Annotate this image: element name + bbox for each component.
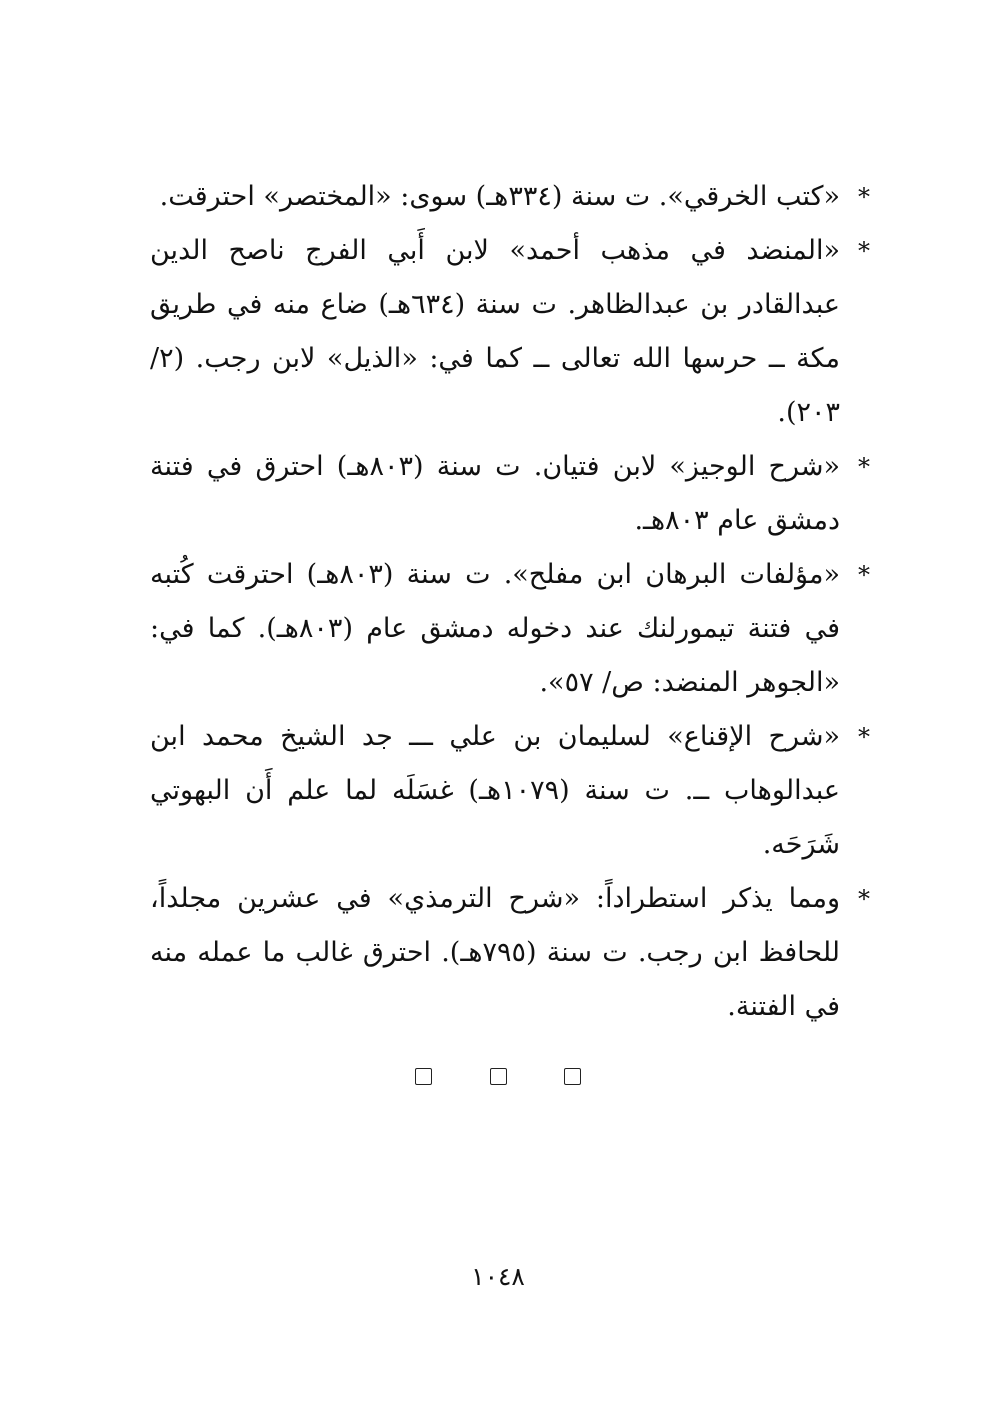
bullet-star: * [858, 237, 870, 265]
square-ornament-icon [564, 1068, 581, 1085]
entry-text: «شرح الإقناع» لسليمان بن علي ـــ جد الشيخ محمد ابن عبدالوهاب ــ. ت سنة (١٠٧٩هـ) غسَلَه لما علم أَن البهوتي شَرَحَه. [150, 721, 840, 860]
page-body [150, 170, 870, 1034]
bullet-star: * [858, 453, 870, 481]
bullet-star: * [858, 561, 870, 589]
entry-text: «كتب الخرقي». ت سنة (٣٣٤هـ) سوى: «المختصر» احترقت. [159, 181, 840, 212]
entry-text: ومما يذكر استطراداً: «شرح الترمذي» في عشرين مجلداً، للحافظ ابن رجب. ت سنة (٧٩٥هـ). احترق غالب ما عمله منه في الفتنة. [150, 883, 841, 1022]
list-item [150, 224, 870, 440]
list-item [150, 440, 870, 548]
entry-text: «شرح الوجيز» لابن فتيان. ت سنة (٨٠٣هـ) احترق في فتنة دمشق عام ٨٠٣هـ. [150, 451, 840, 536]
list-item [150, 170, 870, 224]
entry-text: «مؤلفات البرهان ابن مفلح». ت سنة (٨٠٣هـ) احترقت كُتبه في فتنة تيمورلنك عند دخوله دمشق عام (٨٠٣هـ). كما في: «الجوهر المنضد: ص/ ٥٧». [150, 559, 840, 698]
section-separator [0, 1068, 996, 1089]
page-number: ١٠٤٨ [471, 1262, 525, 1291]
square-ornament-icon [490, 1068, 507, 1085]
list-item [150, 872, 870, 1034]
list-item [150, 548, 870, 710]
bullet-star: * [858, 183, 870, 211]
bullet-star: * [858, 885, 870, 913]
bullet-star: * [858, 723, 870, 751]
square-ornament-icon [415, 1068, 432, 1085]
entry-text: «المنضد في مذهب أحمد» لابن أَبي الفرج ناصح الدين عبدالقادر بن عبدالظاهر. ت سنة (٦٣٤هـ) ضاع منه في طريق مكة ــ حرسها الله تعالى ــ كما في: «الذيل» لابن رجب. (٢/ ٢٠٣). [150, 235, 840, 428]
list-item [150, 710, 870, 872]
